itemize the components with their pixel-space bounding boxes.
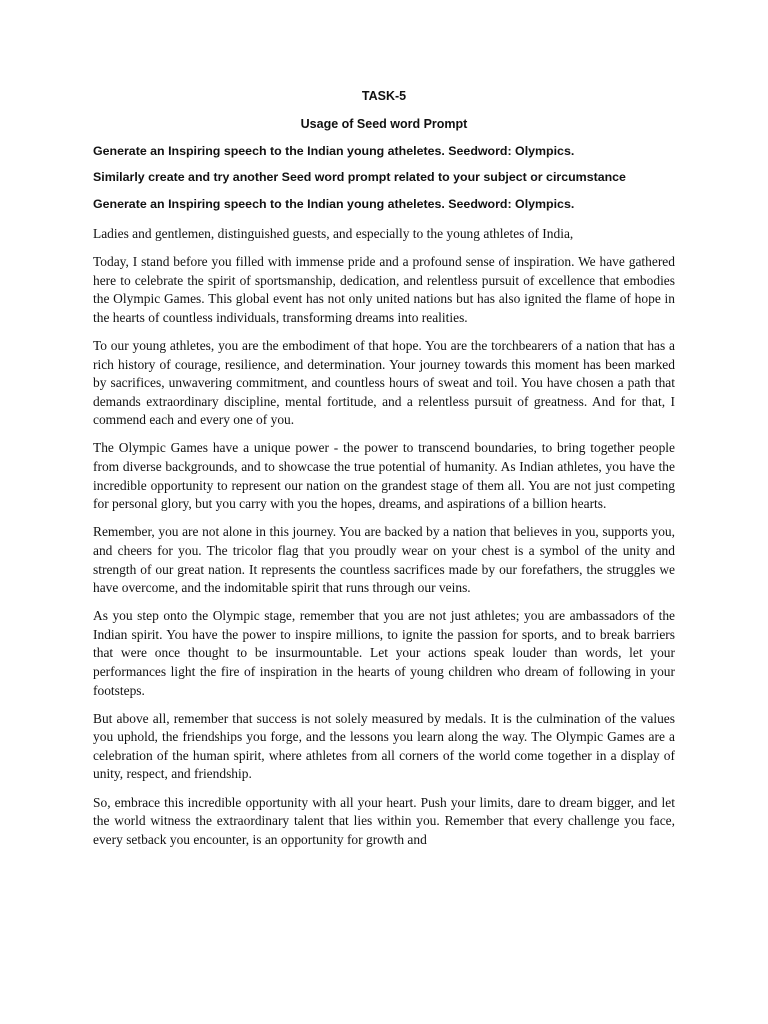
speech-paragraph: The Olympic Games have a unique power - the power to transcend boundaries, to bring together people from diverse backgrounds, and to showcase the true potential of humanity. As Indian athletes, you have the incredible opportunity to represent our nation on the grandest stage of them all. You are not just competing for personal glory, but you carry with you the hopes, dreams, and aspirations of a billion hearts. xyxy=(93,440,675,512)
speech-paragraph: So, embrace this incredible opportunity with all your heart. Push your limits, dare to dream bigger, and let the world witness the extraordinary talent that lies within you. Remember that every challenge you face, every setback you encounter, is an opportunity for growth and xyxy=(93,794,675,847)
task-title: TASK-5 xyxy=(361,89,407,103)
speech-paragraph: Ladies and gentlemen, distinguished guests, and especially to the young athletes of India, xyxy=(93,226,574,241)
speech-paragraph: To our young athletes, you are the embodiment of that hope. You are the torchbearers of a nation that has a rich history of courage, resilience, and determination. Your journey towards this moment has been marked by sacrifices, unwavering commitment, and countless hours of sweat and toil. You have chosen a path that demands extraordinary discipline, mental fortitude, and a relentless pursuit of greatness. And for that, I commend each and every one of you. xyxy=(93,337,675,428)
speech-paragraph: Remember, you are not alone in this journey. You are backed by a nation that believes in you, supports you, and cheers for you. The tricolor flag that you proudly wear on your chest is a symbol of the unity and strength of our great nation. It represents the countless sacrifices made by our forefathers, the struggles we have overcome, and the indomitable spirit that runs through our veins. xyxy=(93,524,675,596)
speech-paragraph: But above all, remember that success is not solely measured by medals. It is the culmination of the values you uphold, the friendships you forge, and the lessons you learn along the way. The Olympic Games are a celebration of the human spirit, where athletes from all corners of the world come together in a display of unity, respect, and friendship. xyxy=(93,710,675,782)
speech-paragraph: As you step onto the Olympic stage, remember that you are not just athletes; you are ambassadors of the Indian spirit. You have the power to inspire millions, to ignite the passion for sports, and to break barriers that were once thought to be insurmountable. Let your actions speak louder than words, let your performances light the fire of inspiration in the hearts of young children who dream of following in your footsteps. xyxy=(93,608,675,698)
speech-paragraph: Today, I stand before you filled with immense pride and a profound sense of inspiration. We have gathered here to celebrate the spirit of sportsmanship, dedication, and relentless pursuit of excellence that embodies the Olympic Games. This global event has not only united nations but has also ignited the flame of hope in the hearts of countless individuals, transforming dreams into realities. xyxy=(93,254,675,325)
document-subtitle: Usage of Seed word Prompt xyxy=(300,117,468,131)
prompt-line: Similarly create and try another Seed word prompt related to your subject or circumstance xyxy=(93,170,626,184)
prompt-line: Generate an Inspiring speech to the Indian young atheletes. Seedword: Olympics. xyxy=(93,197,575,211)
speech-body xyxy=(93,225,675,849)
prompt-line: Generate an Inspiring speech to the Indian young atheletes. Seedword: Olympics. xyxy=(93,144,575,158)
